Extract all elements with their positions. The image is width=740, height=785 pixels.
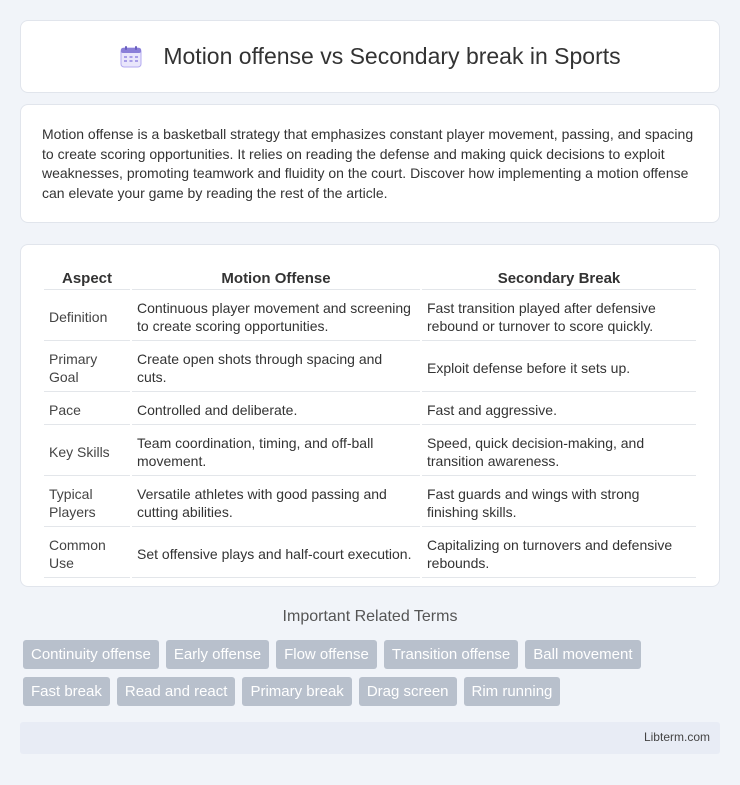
row-secondary-break: Capitalizing on turnovers and defensive rebounds. [422, 529, 696, 578]
table-header-row [44, 267, 696, 290]
row-motion-offense: Continuous player movement and screening to create scoring opportunities. [132, 292, 420, 341]
table-row [44, 478, 696, 527]
page-title: Motion offense vs Secondary break in Sports [163, 43, 621, 69]
tag-ball-movement[interactable]: Ball movement [525, 640, 640, 669]
row-secondary-break: Exploit defense before it sets up. [422, 343, 696, 392]
tag-primary-break[interactable]: Primary break [242, 677, 351, 706]
intro-text: Motion offense is a basketball strategy that emphasizes constant player movement, passing, and spacing to create scoring opportunities. It relies on reading the defense and making quick decisions to exploit weaknesses, promoting teamwork and fluidity on the court. Discover how implementing a motion offense can elevate your game by reading the rest of the article. [42, 126, 694, 201]
row-aspect: Definition [44, 292, 130, 341]
row-secondary-break: Fast transition played after defensive rebound or turnover to score quickly. [422, 292, 696, 341]
row-motion-offense: Team coordination, timing, and off-ball movement. [132, 427, 420, 476]
tag-early-offense[interactable]: Early offense [166, 640, 269, 669]
row-aspect: Key Skills [44, 427, 130, 476]
tag-continuity-offense[interactable]: Continuity offense [23, 640, 159, 669]
related-terms-list [23, 640, 723, 706]
calendar-icon [119, 45, 143, 69]
row-aspect: Primary Goal [44, 343, 130, 392]
tag-read-and-react[interactable]: Read and react [117, 677, 236, 706]
table-row [44, 394, 696, 425]
header-secondary-break: Secondary Break [422, 267, 696, 290]
row-motion-offense: Create open shots through spacing and cuts. [132, 343, 420, 392]
header-aspect: Aspect [44, 267, 130, 290]
tag-flow-offense[interactable]: Flow offense [276, 640, 377, 669]
table-row [44, 292, 696, 341]
row-secondary-break: Fast and aggressive. [422, 394, 696, 425]
row-secondary-break: Fast guards and wings with strong finishing skills. [422, 478, 696, 527]
row-motion-offense: Versatile athletes with good passing and cutting abilities. [132, 478, 420, 527]
title-card [20, 20, 720, 93]
comparison-card [20, 244, 720, 587]
intro-card [20, 104, 720, 223]
table-row [44, 529, 696, 578]
tag-rim-running[interactable]: Rim running [464, 677, 561, 706]
row-aspect: Typical Players [44, 478, 130, 527]
tag-transition-offense[interactable]: Transition offense [384, 640, 518, 669]
row-aspect: Pace [44, 394, 130, 425]
footer-site-link[interactable]: Libterm.com [643, 730, 710, 744]
tag-drag-screen[interactable]: Drag screen [359, 677, 457, 706]
tag-fast-break[interactable]: Fast break [23, 677, 110, 706]
row-motion-offense: Controlled and deliberate. [132, 394, 420, 425]
row-secondary-break: Speed, quick decision-making, and transition awareness. [422, 427, 696, 476]
header-motion-offense: Motion Offense [132, 267, 420, 290]
row-aspect: Common Use [44, 529, 130, 578]
footer [20, 722, 720, 754]
table-row [44, 343, 696, 392]
table-row [44, 427, 696, 476]
related-terms-title: Important Related Terms [282, 608, 458, 625]
comparison-table [42, 265, 698, 580]
row-motion-offense: Set offensive plays and half-court execution. [132, 529, 420, 578]
